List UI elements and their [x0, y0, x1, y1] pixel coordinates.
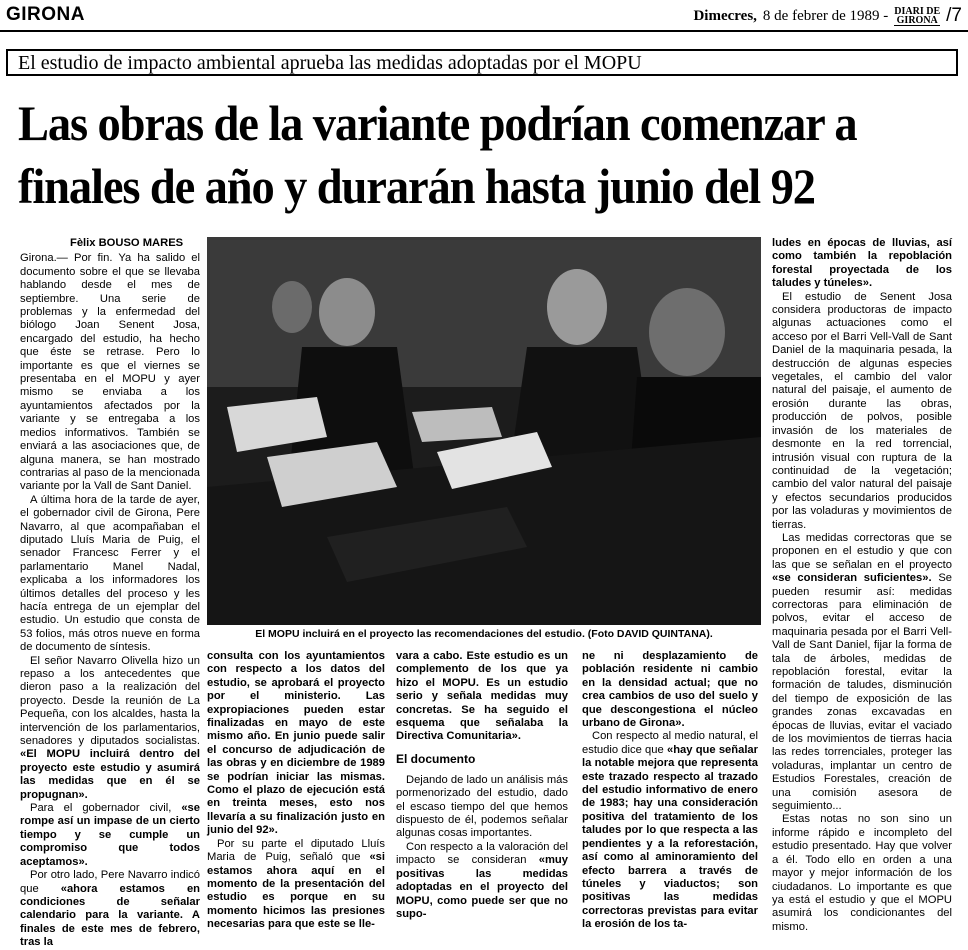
section-name: GIRONA	[6, 4, 85, 25]
article-headline	[18, 92, 892, 218]
date-text: 8 de febrer de 1989 -	[762, 7, 889, 24]
paragraph: Estas notas no son sino un informe rápido e incompleto del estudio presentado. Hay que volver a él. Todo ello en orden a una mayor y mejor información de los ciudadanos. Lo importante es que ya está el estudio y que el MOPU asumirá los condicionantes del mismo.	[772, 813, 952, 933]
text-run: Para el gobernador civil,	[30, 802, 182, 815]
text-run: Con respecto a la valoración del impacto se consideran	[396, 840, 568, 867]
photo-caption: El MOPU incluirá en el proyecto las recomendaciones del estudio. (Foto DAVID QUINTANA).	[255, 628, 713, 640]
paragraph	[772, 532, 952, 814]
bold-quote: ne ni desplazamiento de población residente ni cambio en la densidad actual; que no crea cambios de uso del suelo y que descongestiona el núcleo urbano de Girona».	[582, 650, 758, 730]
article-subtitle: El estudio de impacto ambiental aprueba las medidas adoptadas por el MOPU	[18, 52, 642, 74]
bold-quote: «ahora estamos en condiciones de señalar calendario para la variante. A finales de este mes de febrero, tras la	[20, 882, 200, 949]
column-5	[772, 237, 952, 934]
bold-quote: «se consideran suficientes».	[772, 572, 932, 585]
news-photo	[207, 237, 761, 625]
date-day: Dimecres,	[693, 7, 757, 24]
paragraph	[20, 802, 200, 869]
column-3	[396, 650, 568, 921]
bold-quote: «El MOPU incluirá dentro del proyecto este estudio y asumirá las medidas que en él se propugnan».	[20, 748, 200, 801]
text-run: El señor Navarro Olivella hizo un repaso a los antecedentes que dieron paso a la realización del proyecto. Desde la reunión de La Pequeña, con los alcaldes, hasta la intervención de los parlamentarios, senadores y diputados socialistas.	[20, 654, 200, 748]
page-number: /7	[946, 5, 962, 26]
bold-quote: consulta con los ayuntamientos con respecto a los datos del estudio, se aprobará el proyecto por el ministerio. Las expropiaciones pueden estar finalizadas en mayo de este mismo año. En junio puede salir el concurso de adjudicación de las obras y en diciembre de 1989 se podrían iniciar las mismas. Como el plazo de ejecución está en treinta meses, esto nos llevaría a su finalización justo en junio del 92».	[207, 650, 385, 837]
masthead-logo	[894, 7, 940, 26]
headline-line-1: Las obras de la variante podrían comenzar a	[18, 95, 857, 151]
paragraph: El estudio de Senent Josa considera productoras de impacto algunas actuaciones como el acceso por el Barri Vell-Vall de Sant Daniel de la maquinaria pesada, la destrucción de algunas especies vegetales, el cambio del valor natural del paisaje, el aumento de erosión durante las obras, producción de polvos, posible invasión de los materiales de desmonte en la red torrencial, intrusión visual con ruptura de la continuidad de la vegetación; cambio del valor natural del paisaje y efectos secundarios producidos por las voladuras y movimientos de tierras.	[772, 290, 952, 531]
paragraph	[20, 869, 200, 949]
column-4	[582, 650, 758, 932]
byline: Fèlix BOUSO MARES	[70, 237, 184, 249]
masthead-top: DIARI DE	[894, 5, 941, 17]
paragraph	[207, 838, 385, 932]
text-run: Por otro lado, Pere Navarro indicó que	[20, 869, 200, 895]
bold-quote: «si estamos ahora aquí en el momento de la presentación del estudio es porque en su momento hicimos las presiones necesarias para que este se lle-	[207, 851, 385, 931]
bold-quote: ludes en épocas de lluvias, así como también la repoblación forestal proyectada de los taludes y túneles».	[772, 237, 952, 290]
paragraph: Girona.— Por fin. Ya ha salido el documento sobre el que se llevaba hablando desde el mes de septiembre. Una serie de problemas y la enfermedad del biólogo Joan Senent Josa, encargado del estudio, ha hecho que éste se retrase. Pero lo importante es que el viernes se presentaba en el MOPU y ayer mismo se enviaba a los ayuntamientos afectados por la variante y se entregaba a los medios informativos. También se enviará a las asociaciones que, de alguna manera, se han mostrado contrarias al paso de la mencionada variante por la Vall de Sant Daniel.	[20, 252, 200, 493]
column-1	[20, 237, 200, 950]
text-run: Con respecto al medio natural, el estudio dice que	[582, 730, 758, 756]
text-run: Se pueden resumir así: medidas correctoras para eliminación de polvos, evitar el acceso de maquinaria pesada por el Barri Vell-Vall de Sant Daniel, fijar la forma de tala de árboles, medidas de repoblación forestal, evitar la formación de taludes, disminución del tiempo de exposición de las grandes zonas excavadas en épocas de lluvias, evitar el vaciado de los movimientos de tierras hacia las redes torrenciales, proteger las voladuras, implantar un centro de Estudios Forestales, creación de una comisión asesora de seguimiento...	[772, 572, 953, 813]
text-run: Por su parte el diputado Lluís Maria de Puig, señaló que	[207, 837, 385, 864]
paragraph: Dejando de lado un análisis más pormenorizado del estudio, dado el escaso tiempo del que hemos dispuesto de él, podemos señalar algunas cosas importantes.	[396, 773, 568, 840]
paragraph: A última hora de la tarde de ayer, el gobernador civil de Girona, Pere Navarro, al que acompañaban el diputado Lluís Maria de Puig, el senador Francesc Ferrer y el parlamentario Manel Nadal, explicaba a los informadores los últimos detalles del proceso y les hacía entrega de un ejemplar del estudio. Un estudio que consta de 53 folios, más otros nueve en forma de documento de síntesis.	[20, 493, 200, 654]
headline-line-2: finales de año y durarán hasta junio del 92	[18, 158, 815, 214]
paragraph	[582, 730, 758, 931]
text-run: Las medidas correctoras que se proponen en el estudio y que con las que se señalan en el proyecto	[772, 531, 952, 571]
section-subhead: El documento	[396, 751, 476, 766]
bold-quote: «se rompe así un impase de un cierto tiempo y se cumple un compromiso que todos aceptamos».	[20, 802, 200, 868]
paragraph	[396, 841, 568, 921]
masthead-bottom: GIRONA	[896, 14, 938, 26]
photo-illustration	[207, 237, 761, 625]
header-date-block	[693, 5, 962, 27]
paragraph	[20, 655, 200, 802]
page-header	[0, 0, 968, 32]
bold-quote: vara a cabo. Este estudio es un complemento de los que ya hizo el MOPU. Es un estudio serio y señala medidas muy concretas. Se ha seguido el esquema que señalaba la Directiva Comunitaria».	[396, 650, 568, 743]
column-2	[207, 650, 385, 932]
bold-quote: «muy positivas las medidas adoptadas en el proyecto del MOPU, como puede ser que no supo-	[396, 854, 568, 920]
bold-quote: «hay que señalar la notable mejora que representa este trazado respecto al trazado del estudio informativo de enero de 1983; hay una consideración positiva del tratamiento de los taludes por lo que respecta a las pendientes y a la reforestación, así como al aminoramiento del efecto barrera a través de túneles y viaductos; son positivas las medidas correctoras previstas para evitar la erosión de los ta-	[582, 743, 759, 931]
